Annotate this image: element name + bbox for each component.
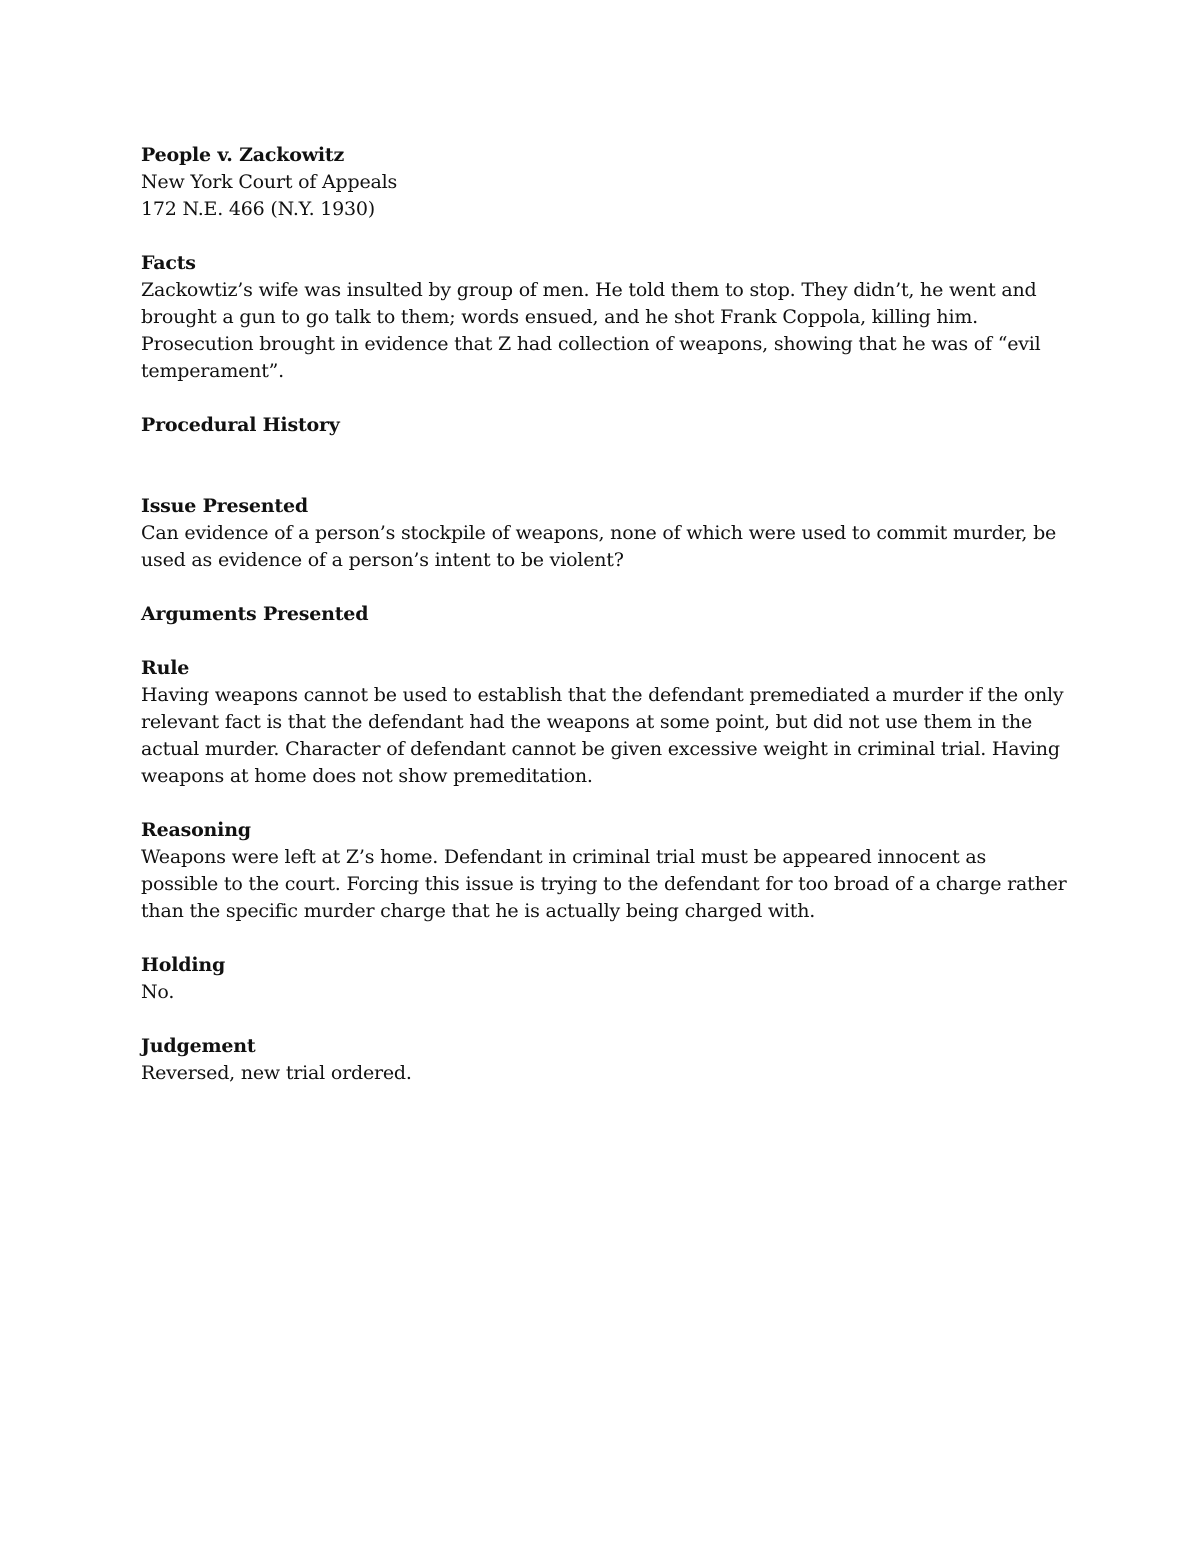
- rule-line: weapons at home does not show premeditation.: [141, 765, 593, 787]
- rule-line: Having weapons cannot be used to establish that the defendant premediated a murder if the only: [141, 684, 1064, 706]
- facts-line: brought a gun to go talk to them; words ensued, and he shot Frank Coppola, killing him.: [141, 306, 978, 328]
- facts-line: Prosecution brought in evidence that Z had collection of weapons, showing that he was of “evil: [141, 333, 1041, 355]
- rule-line: actual murder. Character of defendant cannot be given excessive weight in criminal trial. Having: [141, 738, 1060, 760]
- arguments-presented-heading: Arguments Presented: [141, 603, 369, 625]
- rule-line: relevant fact is that the defendant had the weapons at some point, but did not use them in the: [141, 711, 1033, 733]
- case-citation: 172 N.E. 466 (N.Y. 1930): [141, 198, 376, 220]
- spacer: [141, 385, 1061, 412]
- spacer: [141, 439, 1061, 493]
- facts-heading: Facts: [141, 252, 196, 274]
- holding-heading: Holding: [141, 954, 226, 976]
- reasoning-heading: Reasoning: [141, 819, 251, 841]
- reasoning-line: Weapons were left at Z’s home. Defendant in criminal trial must be appeared innocent as: [141, 846, 987, 868]
- reasoning-line: than the specific murder charge that he is actually being charged with.: [141, 900, 816, 922]
- spacer: [141, 223, 1061, 250]
- facts-line: temperament”.: [141, 360, 284, 382]
- procedural-history-section: [141, 412, 1061, 439]
- judgement-line: Reversed, new trial ordered.: [141, 1062, 412, 1084]
- judgement-section: [141, 1033, 1061, 1087]
- procedural-history-heading: Procedural History: [141, 414, 340, 436]
- spacer: [141, 790, 1061, 817]
- issue-presented-section: [141, 493, 1061, 574]
- rule-section: [141, 655, 1064, 790]
- reasoning-line: possible to the court. Forcing this issue is trying to the defendant for too broad of a charge rather: [141, 873, 1067, 895]
- reasoning-section: [141, 817, 1067, 925]
- rule-heading: Rule: [141, 657, 190, 679]
- case-title: People v. Zackowitz: [141, 144, 345, 166]
- spacer: [141, 925, 1061, 952]
- case-header: [141, 142, 1061, 223]
- judgement-heading: Judgement: [141, 1035, 256, 1057]
- issue-line: used as evidence of a person’s intent to be violent?: [141, 549, 624, 571]
- issue-line: Can evidence of a person’s stockpile of weapons, none of which were used to commit murder, be: [141, 522, 1057, 544]
- facts-section: [141, 250, 1061, 385]
- spacer: [141, 1006, 1061, 1033]
- court-name: New York Court of Appeals: [141, 171, 398, 193]
- holding-line: No.: [141, 981, 175, 1003]
- spacer: [141, 628, 1061, 655]
- document-body: [141, 142, 1067, 1087]
- facts-line: Zackowtiz’s wife was insulted by group of men. He told them to stop. They didn’t, he went and: [141, 279, 1037, 301]
- spacer: [141, 574, 1061, 601]
- issue-presented-heading: Issue Presented: [141, 495, 308, 517]
- arguments-presented-section: [141, 601, 1061, 628]
- holding-section: [141, 952, 1061, 1006]
